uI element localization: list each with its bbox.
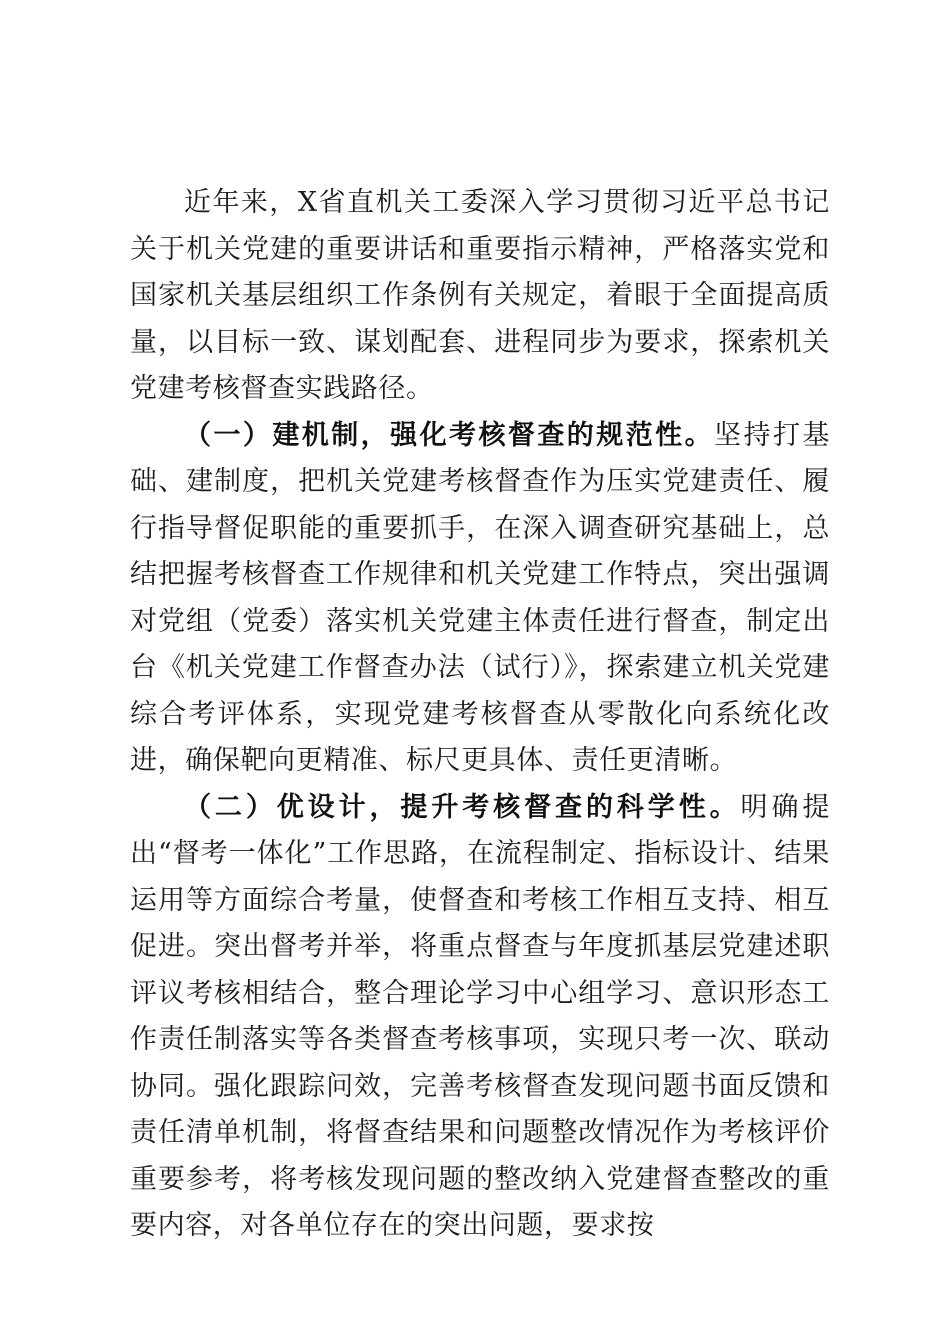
section-one-text: 坚持打基础、建制度，把机关党建考核督查作为压实党建责任、履行指导督促职能的重要抓手，在深入调查研究基础上，总结把握考核督查工作规律和机关党建工作特点，突出强调对党组（党委）落实机关党建主体责任进行督查，制定出台《机关党建工作督查办法（试行）》，探索建立机关党建综合考评体系，实现党建考核督查从零散化向系统化改进，确保靶向更精准、标尺更具体、责任更清晰。 <box>130 419 830 776</box>
section-two-text: 明确提出“督考一体化”工作思路，在流程制定、指标设计、结果运用等方面综合考量，使督查和考核工作相互支持、相互促进。突出督考并举，将重点督查与年度抓基层党建述职评议考核相结合，整合理论学习中心组学习、意识形态工作责任制落实等各类督查考核事项，实现只考一次、联动协同。强化跟踪问效，完善考核督查发现问题书面反馈和责任清单机制，将督查结果和问题整改情况作为考核评价重要参考，将考核发现问题的整改纳入党建督查整改的重要内容，对各单位存在的突出问题，要求按 <box>130 791 830 1241</box>
intro-paragraph-text: 近年来，X省直机关工委深入学习贯彻习近平总书记关于机关党建的重要讲话和重要指示精神，严格落实党和国家机关基层组织工作条例有关规定，着眼于全面提高质量，以目标一致、谋划配套、进程同步为要求，探索机关党建考核督查实践路径。 <box>130 187 830 404</box>
intro-paragraph <box>130 180 830 413</box>
section-two-heading: （二）优设计，提升考核督查的科学性。 <box>184 791 741 823</box>
section-one-heading: （一）建机制，强化考核督查的规范性。 <box>184 419 715 451</box>
section-two-paragraph <box>130 785 830 1250</box>
section-one-paragraph <box>130 413 830 785</box>
document-body <box>130 180 830 1250</box>
